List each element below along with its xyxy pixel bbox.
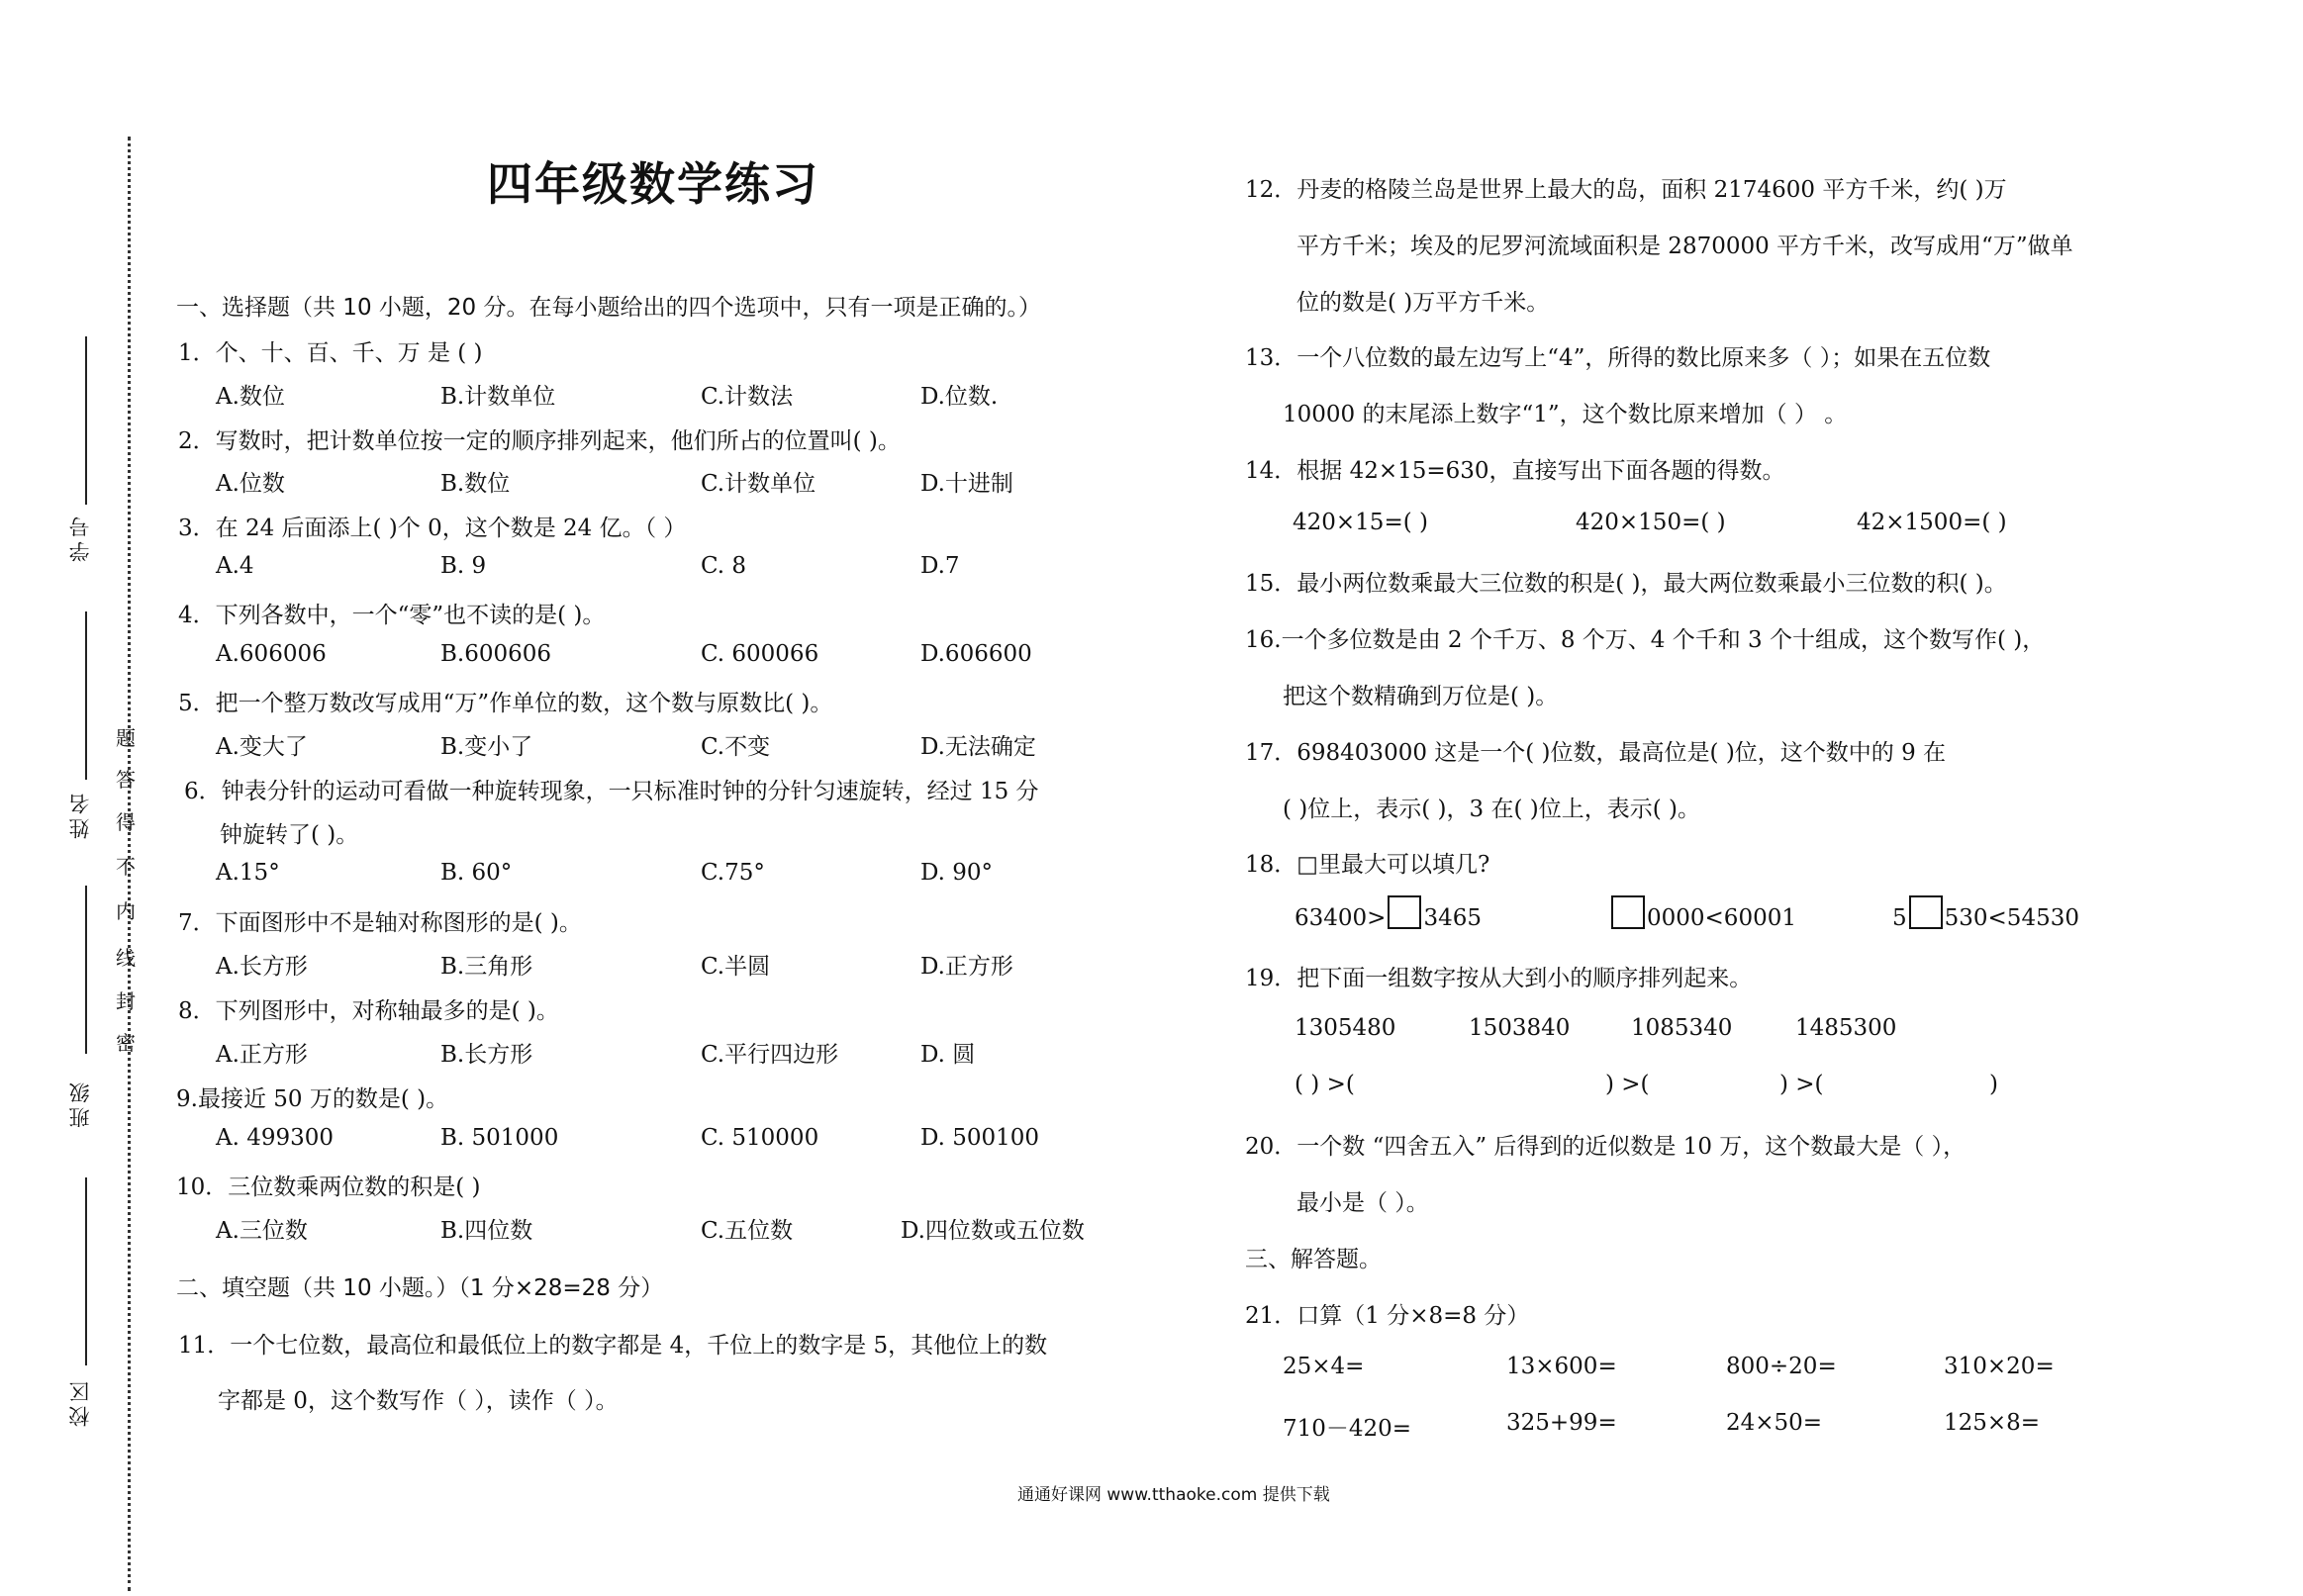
option: C. 8 bbox=[701, 553, 747, 579]
option: D.四位数或五位数 bbox=[901, 1218, 1085, 1244]
student-no-line bbox=[85, 336, 87, 505]
q19-number: 1503840 bbox=[1469, 1015, 1571, 1041]
q19-number: 1085340 bbox=[1631, 1015, 1733, 1041]
question-11: 11．一个七位数，最高位和最低位上的数字都是 4，千位上的数字是 5，其他位上的数 bbox=[178, 1333, 1048, 1359]
name-label: 姓名 bbox=[68, 790, 92, 839]
option: D.十进制 bbox=[920, 471, 1013, 497]
question-20: 20．一个数 “四舍五入” 后得到的近似数是 10 万，这个数最大是（ ）， bbox=[1245, 1134, 1967, 1160]
q18-text: 0000<60001 bbox=[1647, 905, 1796, 931]
option: C.不变 bbox=[701, 734, 771, 760]
q14-item: 42×1500=( ) bbox=[1857, 510, 2007, 535]
class-label: 班级 bbox=[68, 1079, 92, 1128]
question-1: 1．个、十、百、千、万 是 ( ) bbox=[178, 340, 483, 366]
answer-box[interactable] bbox=[1388, 895, 1421, 929]
option: A.15° bbox=[216, 860, 280, 886]
option: D.正方形 bbox=[920, 954, 1013, 980]
option: D. 圆 bbox=[920, 1042, 976, 1068]
option: C.半圆 bbox=[701, 954, 771, 980]
question-8: 8．下列图形中，对称轴最多的是( )。 bbox=[178, 998, 559, 1024]
mental-math-item: 800÷20= bbox=[1726, 1354, 1837, 1379]
option: B.数位 bbox=[440, 471, 511, 497]
option: A.位数 bbox=[216, 471, 285, 497]
q18-text: 63400> bbox=[1295, 905, 1387, 931]
seal-char: 不 bbox=[116, 855, 136, 879]
option: A.三位数 bbox=[216, 1218, 308, 1244]
mental-math-item: 710－420= bbox=[1283, 1416, 1412, 1442]
q18-text: 3465 bbox=[1423, 905, 1482, 931]
question-12-cont: 平方千米；埃及的尼罗河流域面积是 2870000 平方千米，改写成用“万”做单 bbox=[1296, 234, 2073, 259]
option: B.三角形 bbox=[440, 954, 533, 980]
option: B. 60° bbox=[440, 860, 513, 886]
seal-char: 封 bbox=[116, 989, 136, 1013]
option: A.606006 bbox=[216, 641, 327, 667]
question-21: 21．口算（1 分×8=8 分） bbox=[1245, 1303, 1530, 1329]
option: B.四位数 bbox=[440, 1218, 533, 1244]
question-9: 9.最接近 50 万的数是( )。 bbox=[176, 1086, 449, 1112]
q14-item: 420×15=( ) bbox=[1293, 510, 1428, 535]
option: D.位数. bbox=[920, 384, 999, 410]
question-3: 3．在 24 后面添上( )个 0，这个数是 24 亿。（ ） bbox=[178, 516, 687, 541]
option: C.五位数 bbox=[701, 1218, 794, 1244]
question-10: 10．三位数乘两位数的积是( ) bbox=[176, 1174, 481, 1200]
question-6: 6．钟表分针的运动可看做一种旋转现象，一只标准时钟的分针匀速旋转，经过 15 分 bbox=[184, 779, 1039, 804]
q14-item: 420×150=( ) bbox=[1576, 510, 1726, 535]
option: B.600606 bbox=[440, 641, 552, 667]
question-5: 5．把一个整万数改写成用“万”作单位的数，这个数与原数比( )。 bbox=[178, 691, 833, 716]
mental-math-item: 13×600= bbox=[1506, 1354, 1617, 1379]
question-11-cont: 字都是 0，这个数写作（ ），读作（ ）。 bbox=[218, 1388, 619, 1414]
option: A.长方形 bbox=[216, 954, 308, 980]
answer-box[interactable] bbox=[1611, 895, 1645, 929]
q19-blank: ) >( bbox=[1605, 1072, 1650, 1097]
seal-char: 内 bbox=[116, 899, 136, 923]
option: A. 499300 bbox=[216, 1125, 335, 1151]
option: D.7 bbox=[920, 553, 960, 579]
name-line bbox=[85, 611, 87, 780]
question-12-cont2: 位的数是( )万平方千米。 bbox=[1296, 290, 1550, 316]
option: C.计数法 bbox=[701, 384, 794, 410]
question-2: 2．写数时，把计数单位按一定的顺序排列起来，他们所占的位置叫( )。 bbox=[178, 428, 901, 454]
answer-box[interactable] bbox=[1909, 895, 1943, 929]
q18-item-3 bbox=[1892, 895, 2079, 931]
question-18: 18．□里最大可以填几? bbox=[1245, 852, 1490, 878]
question-20-cont: 最小是（ ）。 bbox=[1296, 1190, 1429, 1216]
q18-item-2 bbox=[1609, 895, 1796, 931]
mental-math-item: 310×20= bbox=[1944, 1354, 2055, 1379]
q19-number: 1485300 bbox=[1795, 1015, 1897, 1041]
question-13-cont: 10000 的末尾添上数字“1”，这个数比原来增加（ ） 。 bbox=[1283, 402, 1848, 427]
q18-text: 5 bbox=[1892, 905, 1907, 931]
question-17: 17．698403000 这是一个( )位数，最高位是( )位，这个数中的 9 在 bbox=[1245, 740, 1947, 766]
question-15: 15．最小两位数乘最大三位数的积是( )，最大两位数乘最小三位数的积( )。 bbox=[1245, 571, 2007, 597]
option: B.变小了 bbox=[440, 734, 533, 760]
class-line bbox=[85, 886, 87, 1054]
question-6-cont: 钟旋转了( )。 bbox=[220, 822, 359, 848]
campus-line bbox=[85, 1177, 87, 1365]
q19-blank: ) >( bbox=[1779, 1072, 1824, 1097]
option: C.平行四边形 bbox=[701, 1042, 839, 1068]
question-17-cont: ( )位上，表示( )，3 在( )位上，表示( )。 bbox=[1283, 797, 1700, 822]
option: B. 501000 bbox=[440, 1125, 559, 1151]
seal-char: 题 bbox=[116, 726, 136, 750]
question-16-cont: 把这个数精确到万位是( )。 bbox=[1283, 684, 1559, 709]
page-title: 四年级数学练习 bbox=[487, 157, 819, 211]
mental-math-item: 24×50= bbox=[1726, 1410, 1823, 1436]
q19-number: 1305480 bbox=[1295, 1015, 1396, 1041]
seal-char: 答 bbox=[116, 768, 136, 792]
option: C.75° bbox=[701, 860, 765, 886]
question-12: 12．丹麦的格陵兰岛是世界上最大的岛，面积 2174600 平方千米，约( )万 bbox=[1245, 177, 2007, 203]
question-16: 16.一个多位数是由 2 个千万、8 个万、4 个千和 3 个十组成，这个数写作( )， bbox=[1245, 627, 2046, 653]
option: C. 510000 bbox=[701, 1125, 819, 1151]
question-19: 19．把下面一组数字按从大到小的顺序排列起来。 bbox=[1245, 966, 1753, 991]
option: C.计数单位 bbox=[701, 471, 816, 497]
option: B.计数单位 bbox=[440, 384, 556, 410]
option: D. 90° bbox=[920, 860, 994, 886]
option: B.长方形 bbox=[440, 1042, 533, 1068]
option: A.数位 bbox=[216, 384, 285, 410]
option: D.606600 bbox=[920, 641, 1032, 667]
q18-item-1 bbox=[1295, 895, 1482, 931]
q19-blank: ) bbox=[1989, 1072, 1998, 1097]
option: A.正方形 bbox=[216, 1042, 308, 1068]
mental-math-item: 325+99= bbox=[1506, 1410, 1617, 1436]
mental-math-item: 25×4= bbox=[1283, 1354, 1365, 1379]
footer-source: 通通好课网 www.tthaoke.com 提供下载 bbox=[1017, 1485, 1330, 1505]
option: C. 600066 bbox=[701, 641, 819, 667]
option: A.变大了 bbox=[216, 734, 308, 760]
q19-blank: ( ) >( bbox=[1295, 1072, 1355, 1097]
question-7: 7．下面图形中不是轴对称图形的是( )。 bbox=[178, 910, 582, 936]
section2-heading: 二、填空题（共 10 小题。）（1 分×28=28 分） bbox=[176, 1275, 664, 1301]
seal-char: 线 bbox=[116, 946, 136, 970]
section1-heading: 一、选择题（共 10 小题，20 分。在每小题给出的四个选项中，只有一项是正确的。） bbox=[176, 295, 1041, 321]
seal-char: 得 bbox=[116, 810, 136, 834]
section3-heading: 三、解答题。 bbox=[1245, 1247, 1382, 1272]
question-4: 4．下列各数中，一个“零”也不读的是( )。 bbox=[178, 603, 606, 628]
question-14: 14．根据 42×15=630，直接写出下面各题的得数。 bbox=[1245, 458, 1785, 484]
option: D. 500100 bbox=[920, 1125, 1040, 1151]
mental-math-item: 125×8= bbox=[1944, 1410, 2041, 1436]
question-13: 13．一个八位数的最左边写上“4”，所得的数比原来多（ ）；如果在五位数 bbox=[1245, 345, 1991, 371]
option: B. 9 bbox=[440, 553, 487, 579]
q18-text: 530<54530 bbox=[1944, 905, 2079, 931]
option: D.无法确定 bbox=[920, 734, 1036, 760]
option: A.4 bbox=[216, 553, 254, 579]
seal-char: 密 bbox=[116, 1031, 136, 1055]
student-no-label: 学号 bbox=[68, 513, 92, 562]
campus-label: 校区 bbox=[68, 1377, 92, 1427]
